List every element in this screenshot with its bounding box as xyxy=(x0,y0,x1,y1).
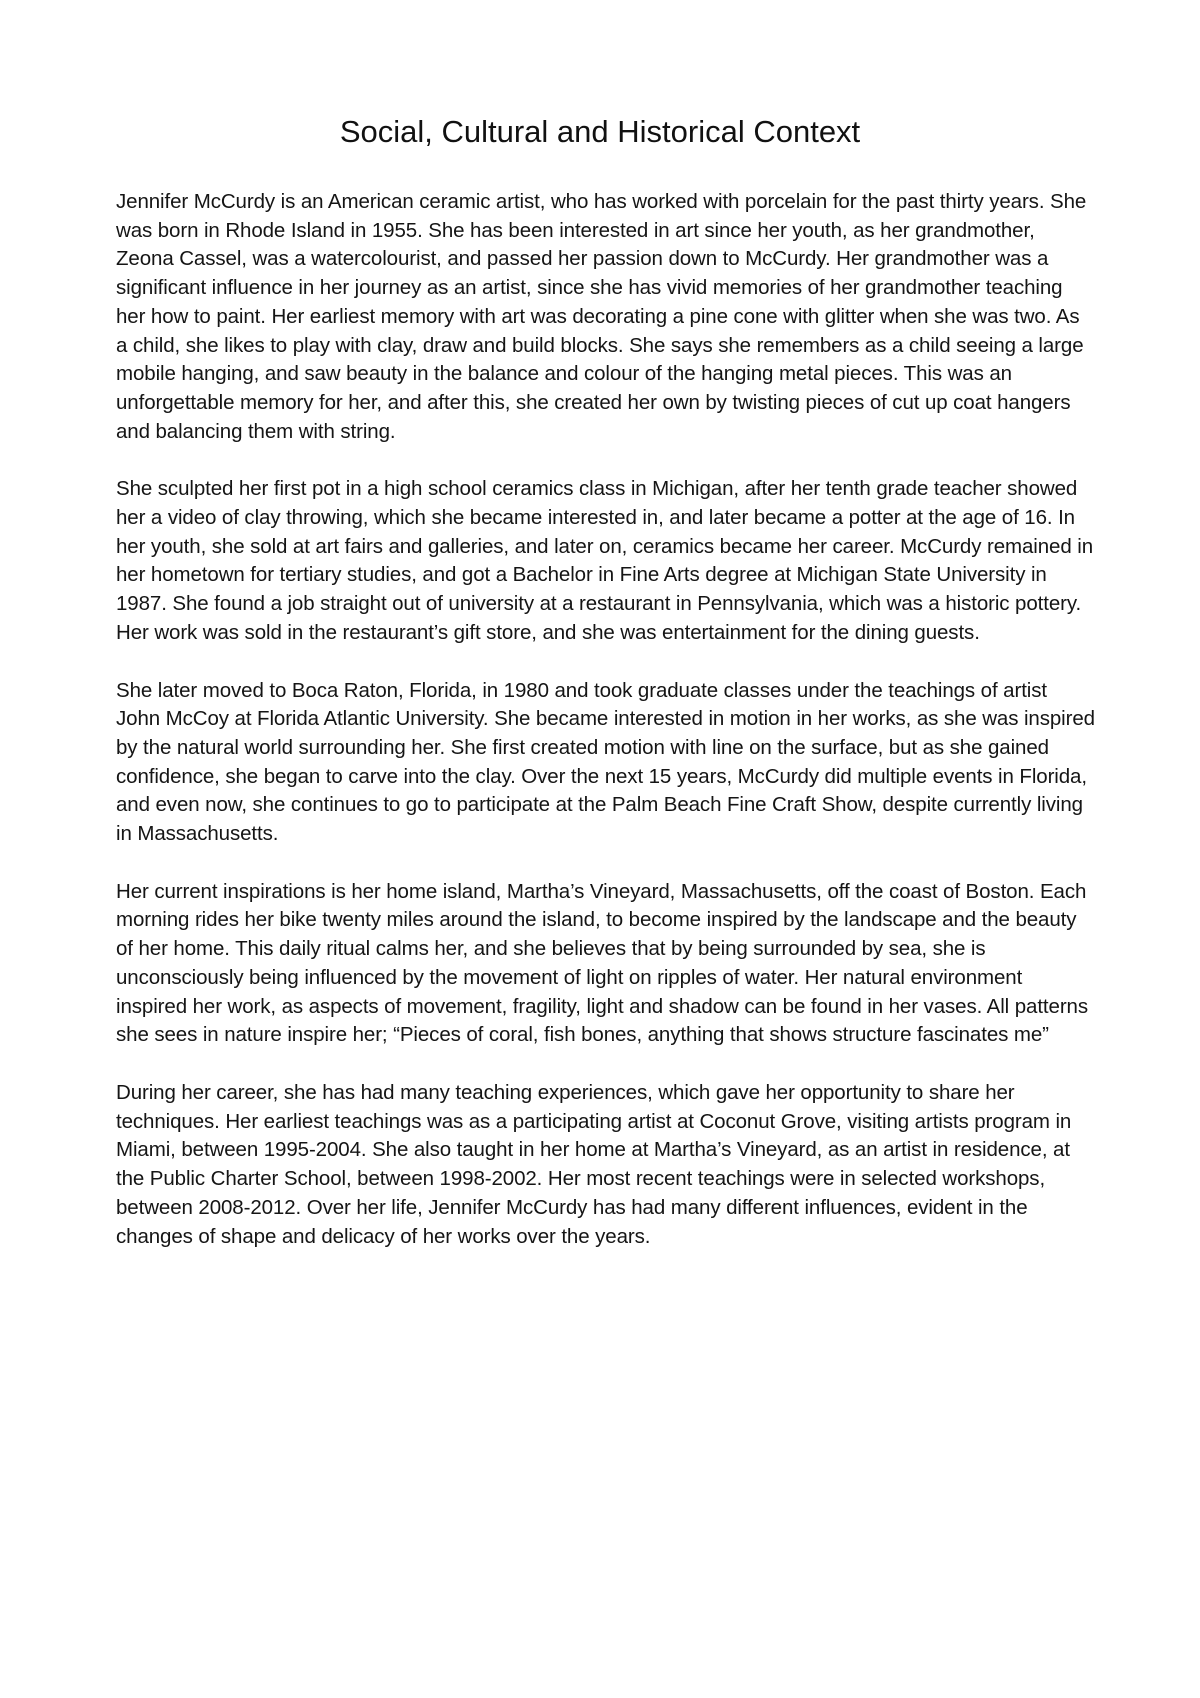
paragraph-early-life: Jennifer McCurdy is an American ceramic artist, who has worked with porcelain for the past thirty years. She was born in Rhode Island in 1955. She has been interested in art since her youth, as her grandmother, Zeona Cassel, was a watercolourist, and passed her passion down to McCurdy. Her grandmother was a significant influence in her journey as an artist, since she has vivid memories of her grandmother teaching her how to paint. Her earliest memory with art was decorating a pine cone with glitter when she was two. As a child, she likes to play with clay, draw and build blocks. She says she remembers as a child seeing a large mobile hanging, and saw beauty in the balance and colour of the hanging metal pieces. This was an unforgettable memory for her, and after this, she created her own by twisting pieces of cut up coat hangers and balancing them with string. xyxy=(116,190,1087,443)
paragraph-teaching: During her career, she has had many teaching experiences, which gave her opportunity to share her techniques. Her earliest teachings was as a participating artist at Coconut Grove, visiting artists program in Miami, between 1995-2004. She also taught in her home at Martha’s Vineyard, as an artist in residence, at the Public Charter School, between 1998-2002. Her most recent teachings were in selected workshops, between 2008-2012. Over her life, Jennifer McCurdy has had many different influences, evident in the changes of shape and delicacy of her works over the years. xyxy=(116,1080,1072,1248)
document-body xyxy=(116,188,1096,1280)
paragraph-florida: She later moved to Boca Raton, Florida, in 1980 and took graduate classes under the teachings of artist John McCoy at Florida Atlantic University. She became interested in motion in her works, as she was inspired by the natural world surrounding her. She first created motion with line on the surface, but as she gained confidence, she began to carve into the clay. Over the next 15 years, McCurdy did multiple events in Florida, and even now, she continues to go to participate at the Palm Beach Fine Craft Show, despite currently living in Massachusetts. xyxy=(116,678,1095,846)
page-title: Social, Cultural and Historical Context xyxy=(339,114,861,149)
paragraph-inspirations: Her current inspirations is her home island, Martha’s Vineyard, Massachusetts, off the coast of Boston. Each morning rides her bike twenty miles around the island, to become inspired by the landscape and the beauty of her home. This daily ritual calms her, and she believes that by being surrounded by sea, she is unconsciously being influenced by the movement of light on ripples of water. Her natural environment inspired her work, as aspects of movement, fragility, light and shadow can be found in her vases. All patterns she sees in nature inspire her; “Pieces of coral, fish bones, anything that shows structure fascinates me” xyxy=(116,879,1088,1047)
paragraph-education: She sculpted her first pot in a high school ceramics class in Michigan, after her tenth grade teacher showed her a video of clay throwing, which she became interested in, and later became a potter at the age of 16. In her youth, she sold at art fairs and galleries, and later on, ceramics became her career. McCurdy remained in her hometown for tertiary studies, and got a Bachelor in Fine Arts degree at Michigan State University in 1987. She found a job straight out of university at a restaurant in Pennsylvania, which was a historic pottery. Her work was sold in the restaurant’s gift store, and she was entertainment for the dining guests. xyxy=(116,477,1093,644)
